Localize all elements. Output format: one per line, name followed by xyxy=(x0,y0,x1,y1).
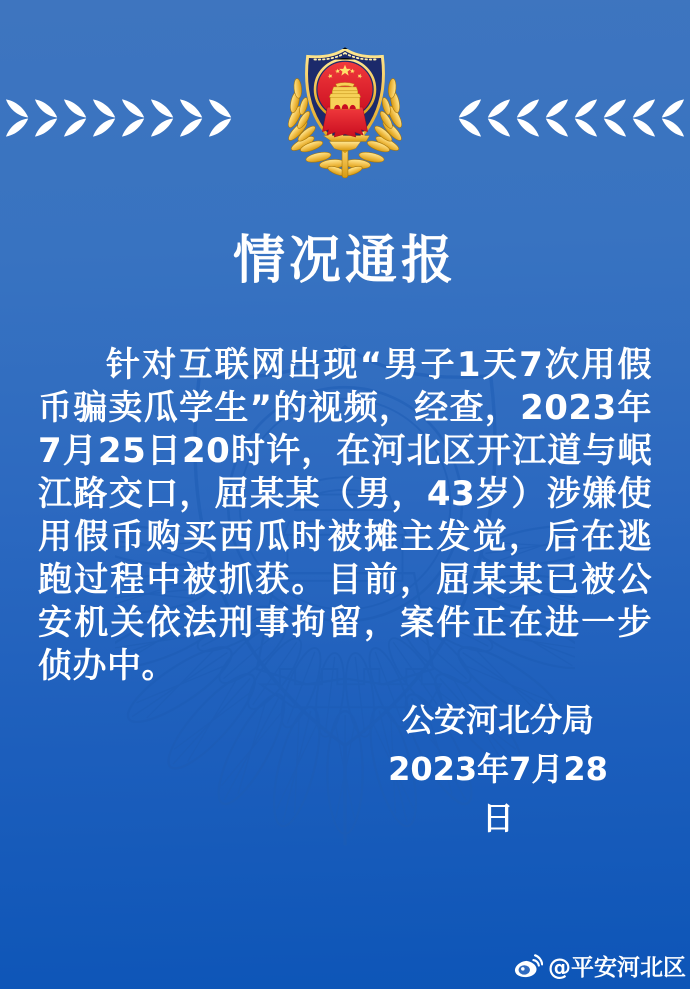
chevron-left-icon xyxy=(543,96,569,140)
chevron-left-icon xyxy=(601,96,627,140)
chevron-right-icon xyxy=(5,96,31,140)
police-badge-icon xyxy=(286,42,404,180)
chevron-left-icon xyxy=(456,96,482,140)
chevron-left-icon xyxy=(572,96,598,140)
notice-title: 情况通报 xyxy=(232,230,457,291)
chevron-right-icon xyxy=(63,96,89,140)
chevron-right-icon xyxy=(179,96,205,140)
weibo-handle: @平安河北区 xyxy=(548,955,686,981)
chevron-left-icon xyxy=(514,96,540,140)
chevron-right-icon xyxy=(121,96,147,140)
chevron-left-icon xyxy=(659,96,685,140)
chevron-right-icon xyxy=(150,96,176,140)
chevron-right-icon xyxy=(92,96,118,140)
chevron-left-icon xyxy=(485,96,511,140)
chevron-right-icon xyxy=(34,96,60,140)
signature-block xyxy=(380,696,616,843)
left-chevrons xyxy=(5,96,234,140)
weibo-watermark xyxy=(513,949,686,982)
chevron-left-icon xyxy=(630,96,656,140)
signature-agency: 公安河北分局 xyxy=(401,701,594,739)
chevron-right-icon xyxy=(208,96,234,140)
right-chevrons xyxy=(456,96,685,140)
signature-date: 2023年7月28日 xyxy=(388,750,608,837)
notice-body: 针对互联网出现“男子1天7次用假币骗卖瓜学生”的视频，经查，2023年7月25日20时许，在河北区开江道与岷江路交口，屈某某（男，43岁）涉嫌使用假币购买西瓜时被摊主发觉，后在逃跑过程中被抓获。目前，屈某某已被公安机关依法刑事拘留，案件正在进一步侦办中。 xyxy=(38,345,652,686)
weibo-icon xyxy=(513,953,543,978)
